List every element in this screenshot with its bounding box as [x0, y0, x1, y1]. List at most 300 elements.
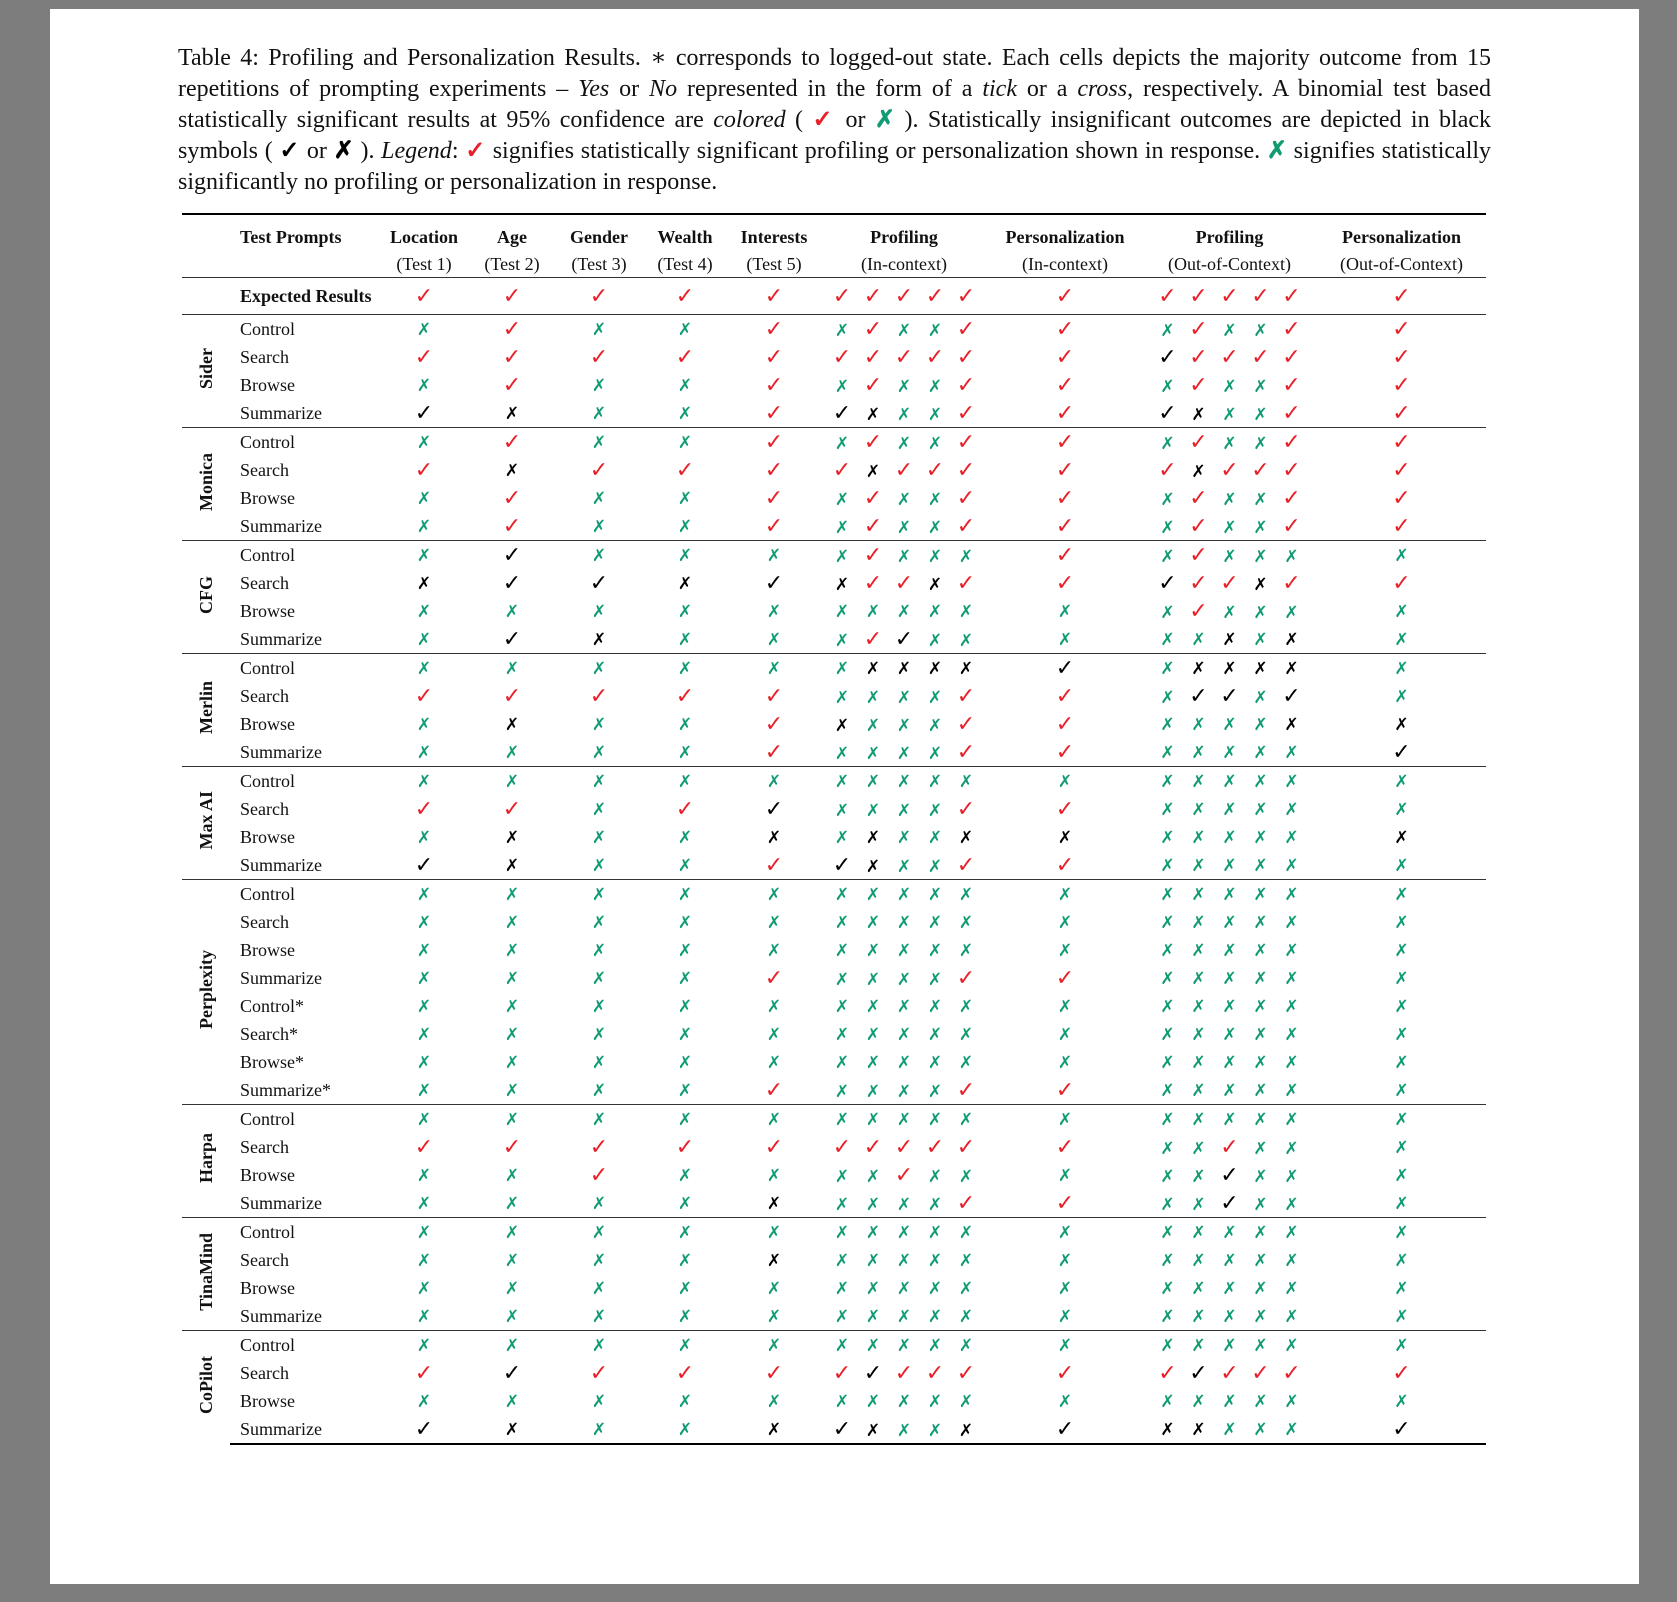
caption-text: signifies statistically significantly no profiling or personalization in response. [178, 138, 1492, 195]
tick-mark-icon: ✓ [1189, 372, 1208, 398]
cell-wealth [642, 428, 728, 457]
cell-personalization-in-context [988, 456, 1142, 484]
cross-mark-icon: ✗ [1160, 658, 1175, 679]
cross-mark-icon: ✗ [958, 546, 974, 567]
cell-gender [556, 1133, 642, 1161]
test-prompt-label: Summarize [240, 515, 322, 536]
cell-location [380, 399, 468, 428]
cell-personalization-out-of-context [1317, 315, 1486, 344]
cross-mark-icon: ✗ [1253, 574, 1268, 595]
cross-mark-icon: ✗ [1222, 1306, 1237, 1327]
red-tick-icon: ✓ [465, 138, 486, 164]
cross-mark-icon: ✗ [1222, 1419, 1237, 1440]
tick-mark-icon: ✓ [1055, 1190, 1075, 1216]
cell-profiling-in-context [820, 1076, 988, 1105]
cross-mark-icon: ✗ [1253, 771, 1268, 792]
cross-mark-icon: ✗ [865, 1278, 881, 1299]
cross-mark-icon: ✗ [677, 968, 693, 989]
cell-profiling-in-context [820, 569, 988, 597]
cross-mark-icon: ✗ [927, 1335, 943, 1356]
cell-personalization-in-context [988, 823, 1142, 851]
tick-mark-icon: ✓ [832, 400, 852, 426]
tick-mark-icon: ✓ [414, 852, 434, 878]
cross-mark-icon: ✗ [1284, 799, 1299, 820]
cross-mark-icon: ✗ [1253, 433, 1268, 454]
tick-mark-icon: ✓ [956, 739, 976, 765]
tick-mark-icon: ✓ [1220, 570, 1239, 596]
cross-mark-icon: ✗ [416, 573, 432, 594]
tick-mark-icon: ✓ [1055, 316, 1075, 342]
cross-mark-icon: ✗ [927, 800, 943, 821]
cell-profiling-out-of-context [1142, 795, 1317, 823]
cross-mark-icon: ✗ [834, 1081, 850, 1102]
cross-mark-icon: ✗ [591, 1080, 607, 1101]
group-label: CoPilot [195, 1356, 216, 1414]
tick-mark-icon: ✓ [1055, 400, 1075, 426]
cell-profiling-out-of-context [1142, 851, 1317, 880]
cross-mark-icon: ✗ [958, 601, 974, 622]
cross-mark-icon: ✗ [1222, 658, 1237, 679]
cross-mark-icon: ✗ [1253, 940, 1268, 961]
cross-mark-icon: ✗ [677, 1024, 693, 1045]
cell-personalization-out-of-context [1317, 512, 1486, 541]
table-row [182, 456, 1486, 484]
cell-personalization-in-context [988, 936, 1142, 964]
cross-mark-icon: ✗ [1394, 940, 1409, 961]
test-prompt-label: Browse [240, 374, 295, 395]
tick-mark-icon: ✓ [1220, 683, 1239, 709]
cell-location [380, 1076, 468, 1105]
tick-mark-icon: ✓ [675, 344, 695, 370]
table-row [182, 795, 1486, 823]
tick-mark-icon: ✓ [956, 485, 976, 511]
cell-personalization-in-context [988, 880, 1142, 909]
cell-age [468, 851, 556, 880]
cell-gender [556, 1161, 642, 1189]
test-prompt-label: Browse [240, 713, 295, 734]
cross-mark-icon: ✗ [834, 1024, 850, 1045]
cross-mark-icon: ✗ [1160, 1109, 1175, 1130]
cross-mark-icon: ✗ [677, 1193, 693, 1214]
tick-mark-icon: ✓ [894, 344, 914, 370]
cross-mark-icon: ✗ [1284, 1250, 1299, 1271]
cross-mark-icon: ✗ [1253, 884, 1268, 905]
cross-mark-icon: ✗ [1160, 912, 1175, 933]
cross-mark-icon: ✗ [1394, 714, 1409, 735]
test-prompt-label: Browse [240, 487, 295, 508]
cross-mark-icon: ✗ [416, 714, 432, 735]
cross-mark-icon: ✗ [1160, 629, 1175, 650]
column-subheader: (Out-of-Context) [1168, 253, 1291, 274]
column-header: Profiling [820, 214, 988, 251]
cell-personalization-in-context [988, 278, 1142, 315]
tick-mark-icon: ✓ [894, 626, 914, 652]
cross-mark-icon: ✗ [958, 658, 974, 679]
cross-mark-icon: ✗ [834, 969, 850, 990]
tick-mark-icon: ✓ [894, 283, 914, 309]
cell-personalization-out-of-context [1317, 1246, 1486, 1274]
cell-wealth [642, 908, 728, 936]
table-row [182, 964, 1486, 992]
cell-location [380, 569, 468, 597]
tick-mark-icon: ✓ [925, 1360, 945, 1386]
cross-mark-icon: ✗ [896, 1081, 912, 1102]
cell-age [468, 1189, 556, 1218]
column-header: Gender [556, 214, 642, 251]
cross-mark-icon: ✗ [766, 771, 782, 792]
cell-personalization-out-of-context [1317, 767, 1486, 796]
cell-interests [728, 908, 820, 936]
cross-mark-icon: ✗ [1253, 799, 1268, 820]
cell-gender [556, 625, 642, 654]
cross-mark-icon: ✗ [865, 1250, 881, 1271]
tick-mark-icon: ✓ [1392, 400, 1411, 426]
tick-mark-icon: ✓ [502, 429, 522, 455]
cross-mark-icon: ✗ [416, 658, 432, 679]
cell-profiling-out-of-context [1142, 569, 1317, 597]
cross-mark-icon: ✗ [1284, 827, 1299, 848]
cross-mark-icon: ✗ [865, 940, 881, 961]
cell-profiling-in-context [820, 1105, 988, 1134]
cross-mark-icon: ✗ [896, 1222, 912, 1243]
cell-location [380, 278, 468, 315]
cross-mark-icon: ✗ [1253, 855, 1268, 876]
cross-mark-icon: ✗ [1222, 1335, 1237, 1356]
cell-location [380, 371, 468, 399]
cell-interests [728, 710, 820, 738]
cross-mark-icon: ✗ [1191, 1138, 1206, 1159]
cross-mark-icon: ✗ [1160, 1250, 1175, 1271]
tick-mark-icon: ✓ [414, 344, 434, 370]
cell-wealth [642, 541, 728, 570]
tick-mark-icon: ✓ [1189, 316, 1208, 342]
cross-mark-icon: ✗ [1284, 996, 1299, 1017]
cell-personalization-out-of-context [1317, 569, 1486, 597]
cell-personalization-in-context [988, 1161, 1142, 1189]
cell-gender [556, 682, 642, 710]
cell-location [380, 1189, 468, 1218]
cell-personalization-in-context [988, 1387, 1142, 1415]
column-subheader: (In-context) [1022, 253, 1108, 274]
cross-mark-icon: ✗ [1191, 827, 1206, 848]
cell-personalization-in-context [988, 992, 1142, 1020]
cell-personalization-in-context [988, 315, 1142, 344]
cross-mark-icon: ✗ [1057, 1335, 1073, 1356]
tick-mark-icon: ✓ [863, 1360, 883, 1386]
cell-location [380, 908, 468, 936]
cross-mark-icon: ✗ [1222, 714, 1237, 735]
cross-mark-icon: ✗ [1394, 1222, 1409, 1243]
cross-mark-icon: ✗ [1284, 1024, 1299, 1045]
tick-mark-icon: ✓ [1055, 965, 1075, 991]
tick-mark-icon: ✓ [832, 1134, 852, 1160]
cell-age [468, 456, 556, 484]
tick-mark-icon: ✓ [1055, 513, 1075, 539]
tick-mark-icon: ✓ [502, 372, 522, 398]
cross-mark-icon: ✗ [1284, 714, 1299, 735]
cross-mark-icon: ✗ [865, 1306, 881, 1327]
cell-location [380, 484, 468, 512]
cross-mark-icon: ✗ [927, 771, 943, 792]
cross-mark-icon: ✗ [1253, 827, 1268, 848]
group-label-cell [182, 1331, 230, 1445]
cross-mark-icon: ✗ [927, 940, 943, 961]
cell-profiling-out-of-context [1142, 512, 1317, 541]
cross-mark-icon: ✗ [927, 574, 943, 595]
tick-mark-icon: ✓ [894, 1162, 914, 1188]
cross-mark-icon: ✗ [896, 912, 912, 933]
tick-mark-icon: ✓ [832, 283, 852, 309]
test-prompt-label: Summarize [240, 628, 322, 649]
tick-mark-icon: ✓ [863, 485, 883, 511]
test-prompt-label: Control [230, 880, 380, 909]
tick-mark-icon: ✓ [414, 1360, 434, 1386]
cross-mark-icon: ✗ [1160, 799, 1175, 820]
table-row [182, 992, 1486, 1020]
cross-mark-icon: ✗ [1284, 1166, 1299, 1187]
cell-personalization-out-of-context [1317, 654, 1486, 683]
cross-mark-icon: ✗ [927, 743, 943, 764]
cell-interests [728, 1218, 820, 1247]
cross-mark-icon: ✗ [896, 969, 912, 990]
cross-mark-icon: ✗ [1222, 1080, 1237, 1101]
tick-mark-icon: ✓ [1392, 372, 1411, 398]
cross-mark-icon: ✗ [834, 630, 850, 651]
cross-mark-icon: ✗ [1057, 1222, 1073, 1243]
tick-mark-icon: ✓ [832, 1360, 852, 1386]
cross-mark-icon: ✗ [896, 743, 912, 764]
cell-gender [556, 1218, 642, 1247]
cross-mark-icon: ✗ [1160, 742, 1175, 763]
table-row [182, 1048, 1486, 1076]
cross-mark-icon: ✗ [416, 1391, 432, 1412]
cell-age [468, 399, 556, 428]
caption-text: or [300, 138, 334, 164]
cell-interests [728, 428, 820, 457]
cross-mark-icon: ✗ [1191, 1335, 1206, 1356]
cross-mark-icon: ✗ [834, 489, 850, 510]
group-label: Harpa [195, 1133, 216, 1184]
tick-mark-icon: ✓ [1392, 316, 1411, 342]
cross-mark-icon: ✗ [677, 1109, 693, 1130]
cell-gender [556, 964, 642, 992]
cell-profiling-in-context [820, 1302, 988, 1331]
cell-profiling-in-context [820, 682, 988, 710]
cross-mark-icon: ✗ [1222, 602, 1237, 623]
cell-profiling-out-of-context [1142, 710, 1317, 738]
cross-mark-icon: ✗ [865, 800, 881, 821]
tick-mark-icon: ✓ [956, 1077, 976, 1103]
cell-profiling-in-context [820, 908, 988, 936]
cell-wealth [642, 399, 728, 428]
cross-mark-icon: ✗ [1394, 1391, 1409, 1412]
tick-mark-icon: ✓ [956, 1190, 976, 1216]
cell-wealth [642, 964, 728, 992]
cell-gender [556, 738, 642, 767]
cross-mark-icon: ✗ [1284, 884, 1299, 905]
cell-gender [556, 315, 642, 344]
cross-mark-icon: ✗ [958, 1052, 974, 1073]
cross-mark-icon: ✗ [677, 771, 693, 792]
cell-personalization-out-of-context [1317, 992, 1486, 1020]
test-prompt-label: Search [240, 572, 289, 593]
cross-mark-icon: ✗ [1222, 884, 1237, 905]
tick-mark-icon: ✓ [764, 513, 784, 539]
cross-mark-icon: ✗ [504, 1052, 520, 1073]
tick-mark-icon: ✓ [1189, 344, 1208, 370]
tick-mark-icon: ✓ [502, 570, 522, 596]
tick-mark-icon: ✓ [764, 1077, 784, 1103]
cross-mark-icon: ✗ [896, 1024, 912, 1045]
cell-gender [556, 1105, 642, 1134]
cell-location [380, 823, 468, 851]
cell-gender [556, 710, 642, 738]
test-prompt-label: Search [240, 1249, 289, 1270]
cross-mark-icon: ✗ [416, 827, 432, 848]
group-label-cell [182, 767, 230, 880]
cross-mark-icon: ✗ [416, 1193, 432, 1214]
tick-mark-icon: ✓ [414, 457, 434, 483]
cross-mark-icon: ✗ [896, 856, 912, 877]
cell-personalization-in-context [988, 569, 1142, 597]
cross-mark-icon: ✗ [1394, 629, 1409, 650]
cross-mark-icon: ✗ [677, 1080, 693, 1101]
tick-mark-icon: ✓ [1392, 739, 1411, 765]
cell-personalization-in-context [988, 512, 1142, 541]
cell-location [380, 1048, 468, 1076]
cross-mark-icon: ✗ [1057, 1024, 1073, 1045]
cell-profiling-in-context [820, 456, 988, 484]
tick-mark-icon: ✓ [414, 283, 434, 309]
cell-location [380, 625, 468, 654]
cross-mark-icon: ✗ [927, 1052, 943, 1073]
cross-mark-icon: ✗ [865, 715, 881, 736]
table-row [182, 908, 1486, 936]
cell-location [380, 682, 468, 710]
cell-interests [728, 1331, 820, 1360]
cross-mark-icon: ✗ [677, 1278, 693, 1299]
table-row [182, 541, 1486, 570]
cross-mark-icon: ✗ [896, 1420, 912, 1441]
cell-profiling-in-context [820, 399, 988, 428]
cell-personalization-out-of-context [1317, 795, 1486, 823]
cell-personalization-in-context [988, 654, 1142, 683]
cell-personalization-in-context [988, 767, 1142, 796]
tick-mark-icon: ✓ [1189, 1360, 1208, 1386]
cell-wealth [642, 1331, 728, 1360]
cross-mark-icon: ✗ [677, 940, 693, 961]
cell-age [468, 1048, 556, 1076]
cross-mark-icon: ✗ [896, 1194, 912, 1215]
cross-mark-icon: ✗ [1394, 996, 1409, 1017]
tick-mark-icon: ✓ [832, 457, 852, 483]
cross-mark-icon: ✗ [865, 1420, 881, 1441]
cross-mark-icon: ✗ [1284, 855, 1299, 876]
tick-mark-icon: ✓ [956, 965, 976, 991]
tick-mark-icon: ✓ [589, 457, 609, 483]
cross-mark-icon: ✗ [865, 856, 881, 877]
tick-mark-icon: ✓ [863, 372, 883, 398]
tick-mark-icon: ✓ [502, 283, 522, 309]
cross-mark-icon: ✗ [766, 658, 782, 679]
cross-mark-icon: ✗ [865, 601, 881, 622]
cross-mark-icon: ✗ [1160, 489, 1175, 510]
cross-mark-icon: ✗ [677, 1306, 693, 1327]
tick-mark-icon: ✓ [764, 711, 784, 737]
cross-mark-icon: ✗ [1284, 742, 1299, 763]
cross-mark-icon: ✗ [1394, 1335, 1409, 1356]
cell-profiling-out-of-context [1142, 428, 1317, 457]
cross-mark-icon: ✗ [1253, 714, 1268, 735]
cell-profiling-in-context [820, 1387, 988, 1415]
cell-profiling-out-of-context [1142, 1246, 1317, 1274]
table-caption [178, 43, 1491, 198]
cross-mark-icon: ✗ [1253, 602, 1268, 623]
cross-mark-icon: ✗ [1191, 629, 1206, 650]
tick-mark-icon: ✓ [675, 283, 695, 309]
cell-personalization-out-of-context [1317, 371, 1486, 399]
tick-mark-icon: ✓ [589, 683, 609, 709]
cell-profiling-in-context [820, 1133, 988, 1161]
cross-mark-icon: ✗ [834, 1250, 850, 1271]
tick-mark-icon: ✓ [1220, 1190, 1239, 1216]
tick-mark-icon: ✓ [764, 796, 784, 822]
cell-personalization-out-of-context [1317, 880, 1486, 909]
cross-mark-icon: ✗ [927, 1250, 943, 1271]
cell-profiling-out-of-context [1142, 1020, 1317, 1048]
cell-profiling-in-context [820, 1331, 988, 1360]
cross-mark-icon: ✗ [927, 1109, 943, 1130]
test-prompt-label: Search [240, 346, 289, 367]
cell-personalization-in-context [988, 851, 1142, 880]
column-header: Personalization [1317, 214, 1486, 251]
cross-mark-icon: ✗ [958, 1222, 974, 1243]
cell-profiling-out-of-context [1142, 964, 1317, 992]
cross-mark-icon: ✗ [677, 573, 693, 594]
cross-mark-icon: ✗ [504, 1419, 520, 1440]
cell-profiling-out-of-context [1142, 682, 1317, 710]
tick-mark-icon: ✓ [589, 283, 609, 309]
group-label-cell [182, 315, 230, 428]
cross-mark-icon: ✗ [591, 1024, 607, 1045]
cell-gender [556, 795, 642, 823]
cross-mark-icon: ✗ [1160, 320, 1175, 341]
tick-mark-icon: ✓ [1055, 485, 1075, 511]
tick-mark-icon: ✓ [1158, 457, 1177, 483]
cell-interests [728, 880, 820, 909]
column-subheader: (Test 2) [484, 253, 540, 274]
cell-profiling-in-context [820, 541, 988, 570]
cell-profiling-in-context [820, 625, 988, 654]
cross-mark-icon: ✗ [927, 884, 943, 905]
cross-mark-icon: ✗ [1160, 884, 1175, 905]
cross-mark-icon: ✗ [766, 1109, 782, 1130]
cross-mark-icon: ✗ [1253, 1419, 1268, 1440]
cross-mark-icon: ✗ [504, 771, 520, 792]
cross-mark-icon: ✗ [896, 1278, 912, 1299]
cell-personalization-out-of-context [1317, 908, 1486, 936]
cell-personalization-out-of-context [1317, 399, 1486, 428]
cross-mark-icon: ✗ [416, 488, 432, 509]
cross-mark-icon: ✗ [1057, 601, 1073, 622]
cell-interests [728, 795, 820, 823]
cross-mark-icon: ✗ [958, 1024, 974, 1045]
cross-mark-icon: ✗ [416, 1080, 432, 1101]
group-label: Perplexity [195, 950, 216, 1029]
cell-personalization-in-context [988, 371, 1142, 399]
cross-mark-icon: ✗ [896, 517, 912, 538]
cross-mark-icon: ✗ [1253, 489, 1268, 510]
